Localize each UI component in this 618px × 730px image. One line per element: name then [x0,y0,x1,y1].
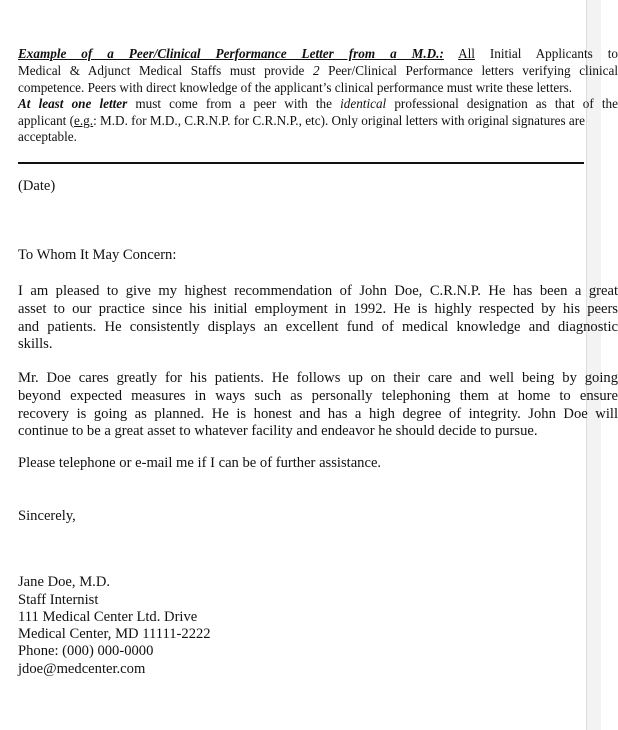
paragraph-2-line: Mr. Doe cares greatly for his patients. He follows up on their care and well being by going [18,370,618,386]
paragraph-2-line: beyond expected measures in ways such as personally telephoning them at home to ensure [18,388,618,404]
letter-closing: Sincerely, [18,508,76,524]
header-line-5 [18,113,585,129]
header-line-3: competence. Peers with direct knowledge of the applicant’s clinical performance must write these letters. [18,80,573,95]
header-line-4 [18,96,618,112]
paragraph-3: Please telephone or e-mail me if I can be of further assistance. [18,455,382,471]
header-text: Medical & Adjunct Medical Staffs must provide [18,63,313,78]
header-line-1 [18,46,618,62]
signature-city: Medical Center, MD 11111-2222 [18,626,211,642]
header-all: All [458,46,475,61]
signature-email: jdoe@medcenter.com [18,661,146,677]
paragraph-1-line: skills. [18,336,53,352]
letter-date: (Date) [18,178,56,194]
header-number: 2 [312,63,320,78]
signature-phone: Phone: (000) 000-0000 [18,643,154,659]
header-text: applicant ( [18,113,75,128]
header-eg: e.g. [74,113,94,128]
signature-address: 111 Medical Center Ltd. Drive [18,609,198,625]
header-text: Peer/Clinical Performance letters verifying clinical [319,63,618,78]
header-title: Example of a Peer/Clinical Performance Letter from a M.D.: [18,46,444,61]
header-text: must come from a peer with the [127,96,341,111]
header-text: Initial Applicants to [474,46,618,61]
header-line-6: acceptable. [18,129,77,144]
paragraph-2-line: recovery is going as planned. He is honest and has a high degree of integrity. John Doe will [18,406,618,422]
paragraph-1-line: asset to our practice since his initial employment in 1992. He is highly respected by his peers [18,301,618,317]
paragraph-1-line: and patients. He consistently displays an excellent fund of medical knowledge and diagnostic [18,319,618,335]
header-text: : M.D. for M.D., C.R.N.P. for C.R.N.P., etc). Only original letters with original signatures are [93,113,585,128]
header-line-2 [18,63,618,79]
paragraph-1-line: I am pleased to give my highest recommendation of John Doe, C.R.N.P. He has been a great [18,283,618,299]
header-emphasis: At least one letter [18,96,128,111]
signature-title: Staff Internist [18,592,99,608]
letter-salutation: To Whom It May Concern: [18,247,177,263]
header-italic: identical [340,96,387,111]
header-text: professional designation as that of the [386,96,618,111]
paragraph-2-line: continue to be a great asset to whatever facility and endeavor he should decide to pursue. [18,423,538,439]
signature-name: Jane Doe, M.D. [18,574,111,590]
separator-line [18,162,584,164]
